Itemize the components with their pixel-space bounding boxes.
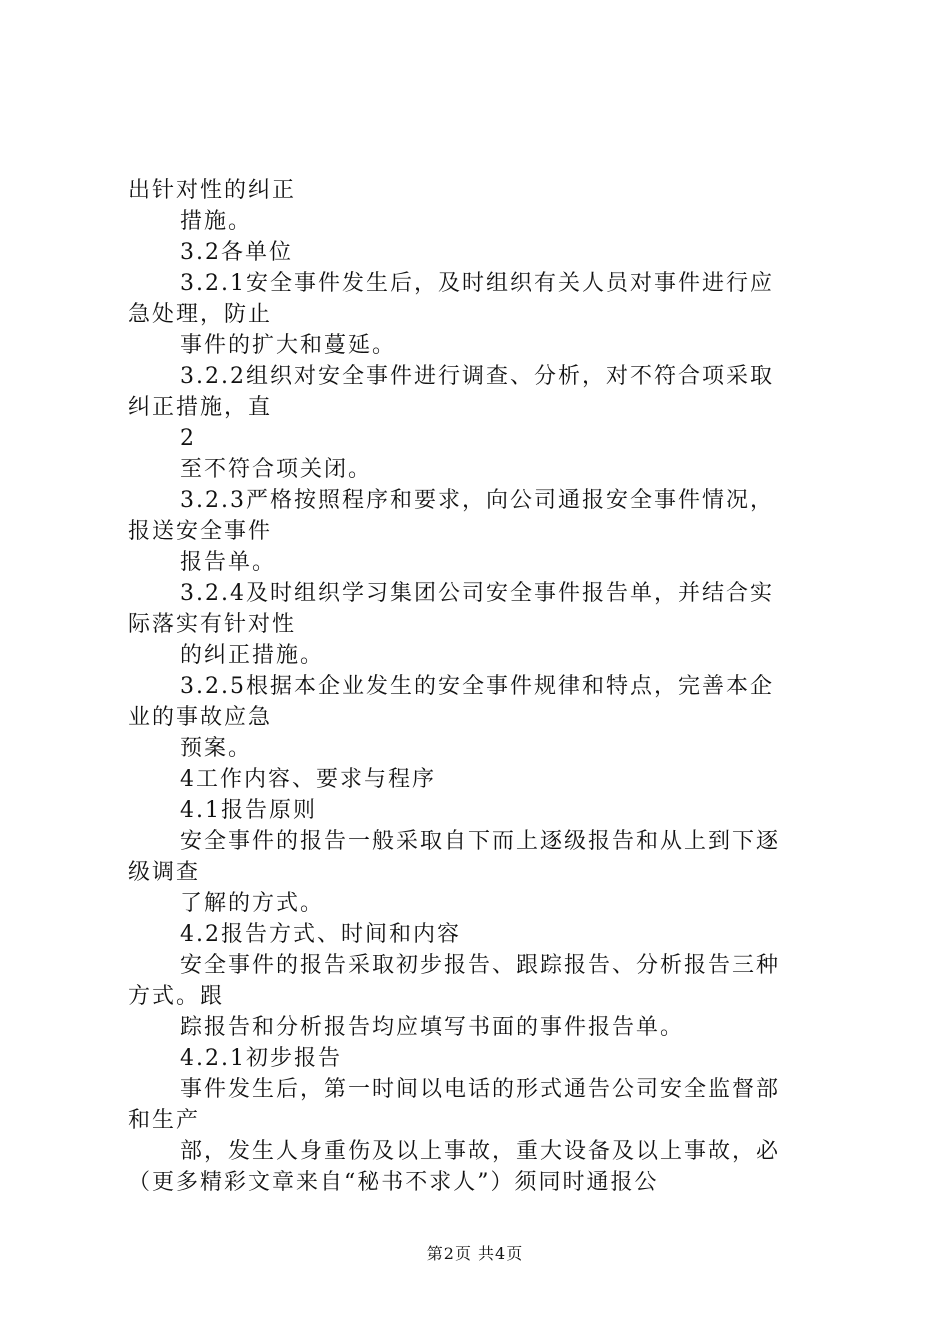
text-line: 踪报告和分析报告均应填写书面的事件报告单。 bbox=[180, 1015, 685, 1040]
text-line: 报送安全事件 bbox=[128, 519, 273, 544]
text-line: 业的事故应急 bbox=[128, 705, 273, 730]
text-line: 级调查 bbox=[128, 860, 201, 885]
text-line: 急处理，防止 bbox=[128, 302, 273, 327]
text-line: 报告单。 bbox=[180, 550, 277, 575]
section-heading: 4工作内容、要求与程序 bbox=[180, 767, 436, 792]
text-line: 事件的扩大和蔓延。 bbox=[180, 333, 397, 358]
text-line: 措施。 bbox=[180, 209, 253, 234]
text-line: 的纠正措施。 bbox=[180, 643, 325, 668]
text-line: 部，发生人身重伤及以上事故，重大设备及以上事故，必 bbox=[180, 1139, 781, 1164]
text-line: 出针对性的纠正 bbox=[128, 178, 297, 203]
text-line: 和生产 bbox=[128, 1108, 201, 1133]
section-heading: 4.1报告原则 bbox=[180, 798, 317, 823]
text-line: 3.2.2组织对安全事件进行调查、分析，对不符合项采取 bbox=[180, 364, 774, 389]
text-line: 预案。 bbox=[180, 736, 253, 761]
text-line: 纠正措施，直 bbox=[128, 395, 273, 420]
text-line: 安全事件的报告采取初步报告、跟踪报告、分析报告三种 bbox=[180, 953, 781, 978]
text-line: 了解的方式。 bbox=[180, 891, 325, 916]
page-footer: 第2页 共4页 bbox=[426, 1244, 524, 1263]
text-line: 际落实有针对性 bbox=[128, 612, 297, 637]
text-line: 3.2.5根据本企业发生的安全事件规律和特点，完善本企 bbox=[180, 674, 774, 699]
text-line: 至不符合项关闭。 bbox=[180, 457, 373, 482]
text-line: 安全事件的报告一般采取自下而上逐级报告和从上到下逐 bbox=[180, 829, 781, 854]
text-line: 方式。跟 bbox=[128, 984, 225, 1009]
text-line: 3.2.4及时组织学习集团公司安全事件报告单，并结合实 bbox=[180, 581, 774, 606]
page-number-inline: 2 bbox=[180, 426, 196, 451]
text-line: （更多精彩文章来自“秘书不求人”）须同时通报公 bbox=[128, 1170, 659, 1195]
section-heading: 3.2各单位 bbox=[180, 240, 293, 265]
text-line: 事件发生后，第一时间以电话的形式通告公司安全监督部 bbox=[180, 1077, 781, 1102]
text-line: 3.2.1安全事件发生后，及时组织有关人员对事件进行应 bbox=[180, 271, 774, 296]
section-heading: 4.2报告方式、时间和内容 bbox=[180, 922, 461, 947]
section-heading: 4.2.1初步报告 bbox=[180, 1046, 342, 1071]
text-line: 3.2.3严格按照程序和要求，向公司通报安全事件情况， bbox=[180, 488, 774, 513]
